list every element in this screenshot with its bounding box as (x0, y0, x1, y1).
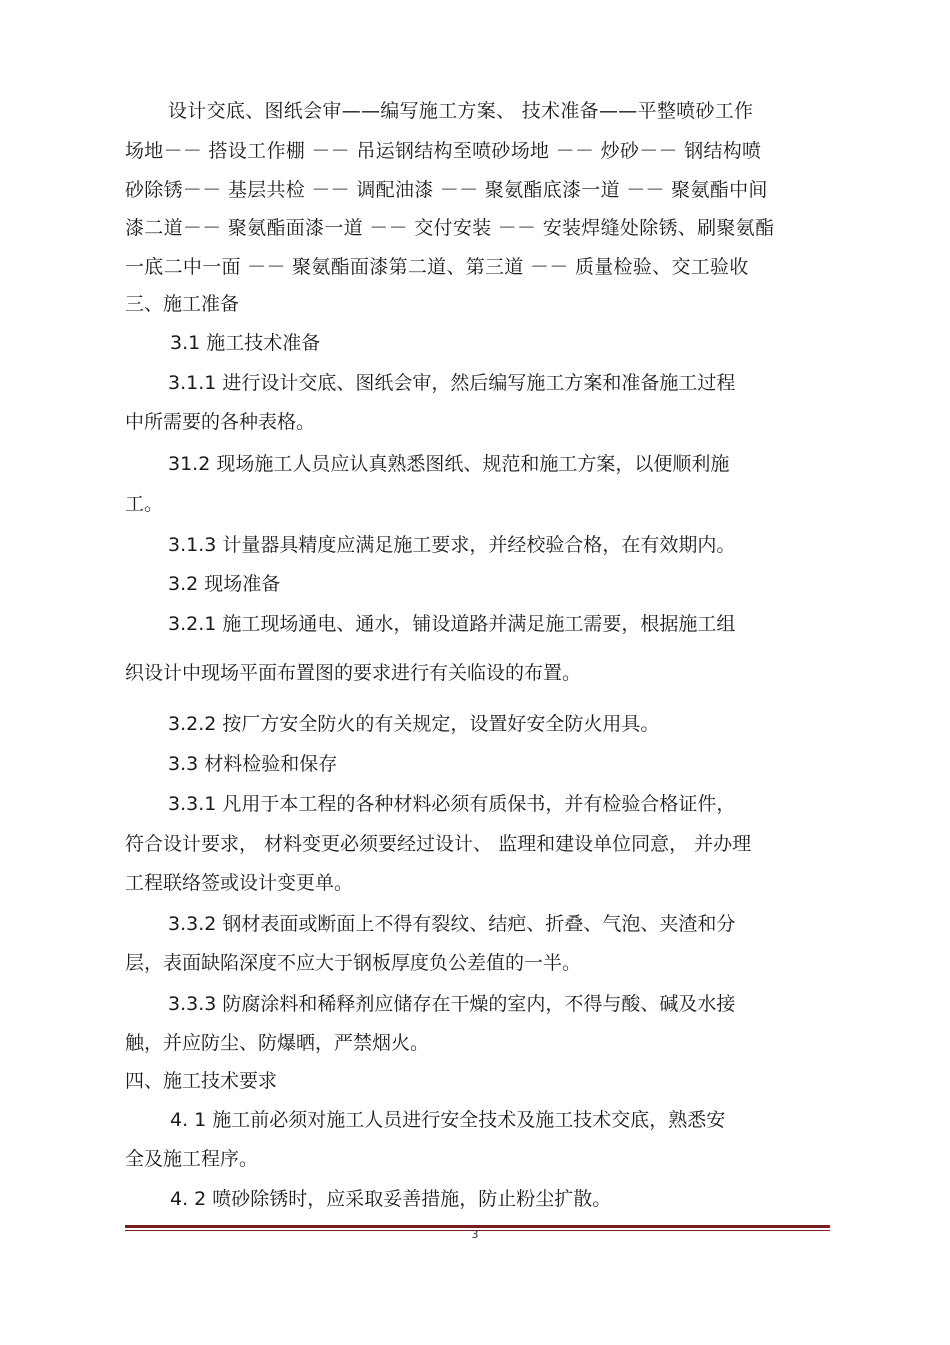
para-3-1-1-line-2: 中所需要的各种表格。 (125, 411, 316, 433)
section-4-heading: 四、施工技术要求 (125, 1070, 278, 1092)
para-3-1-3: 3.1.3 计量器具精度应满足施工要求，并经校验合格，在有效期内。 (168, 534, 736, 556)
subsection-3-3-heading: 3.3 材料检验和保存 (168, 753, 338, 775)
para-3-3-2-line-2: 层，表面缺陷深度不应大于钢板厚度负公差值的一半。 (125, 952, 582, 974)
para-3-3-1-line-3: 工程联络签或设计变更单。 (125, 872, 354, 894)
page-number: 3 (471, 1228, 479, 1241)
para-4-2: 4. 2 喷砂除锈时，应采取妥善措施，防止粉尘扩散。 (170, 1188, 612, 1210)
para-3-3-2-line-1: 3.3.2 钢材表面或断面上不得有裂纹、结疤、折叠、气泡、夹渣和分 (168, 913, 736, 935)
para-3-3-1-line-2: 符合设计要求， 材料变更必须要经过设计、 监理和建设单位同意， 并办理 (125, 833, 752, 855)
flow-line-2: 场地－－ 搭设工作棚 －－ 吊运钢结构至喷砂场地 －－ 炒砂－－ 钢结构喷 (125, 140, 762, 162)
para-3-1-1-line-1: 3.1.1 进行设计交底、图纸会审，然后编写施工方案和准备施工过程 (168, 372, 736, 394)
para-3-3-3-line-1: 3.3.3 防腐涂料和稀释剂应储存在干燥的室内，不得与酸、碱及水接 (168, 993, 736, 1015)
subsection-3-1-heading: 3.1 施工技术准备 (170, 332, 321, 354)
flow-line-4: 漆二道－－ 聚氨酯面漆一道 －－ 交付安装 －－ 安装焊缝处除锈、刷聚氨酯 (125, 217, 775, 239)
para-3-2-1-line-2: 织设计中现场平面布置图的要求进行有关临设的布置。 (125, 662, 582, 684)
para-3-2-2: 3.2.2 按厂方安全防火的有关规定，设置好安全防火用具。 (168, 713, 660, 735)
section-3-heading: 三、施工准备 (125, 293, 240, 315)
subsection-3-2-heading: 3.2 现场准备 (168, 573, 281, 595)
para-3-3-3-line-2: 触，并应防尘、防爆晒，严禁烟火。 (125, 1032, 430, 1054)
flow-line-1: 设计交底、图纸会审——编写施工方案、 技术准备——平整喷砂工作 (168, 100, 754, 122)
para-3-1-2-line-1: 31.2 现场施工人员应认真熟悉图纸、规范和施工方案，以便顺利施 (168, 453, 730, 475)
para-3-1-2-line-2: 工。 (125, 493, 164, 515)
para-4-1-line-1: 4. 1 施工前必须对施工人员进行安全技术及施工技术交底，熟悉安 (170, 1109, 726, 1131)
flow-line-5: 一底二中一面 －－ 聚氨酯面漆第二道、第三道 －－ 质量检验、交工验收 (125, 256, 749, 278)
para-3-2-1-line-1: 3.2.1 施工现场通电、通水，铺设道路并满足施工需要，根据施工组 (168, 613, 736, 635)
para-4-1-line-2: 全及施工程序。 (125, 1148, 259, 1170)
para-3-3-1-line-1: 3.3.1 凡用于本工程的各种材料必须有质保书，并有检验合格证件， (168, 793, 736, 815)
flow-line-3: 砂除锈－－ 基层共检 －－ 调配油漆 －－ 聚氨酯底漆一道 －－ 聚氨酯中间 (125, 179, 768, 201)
